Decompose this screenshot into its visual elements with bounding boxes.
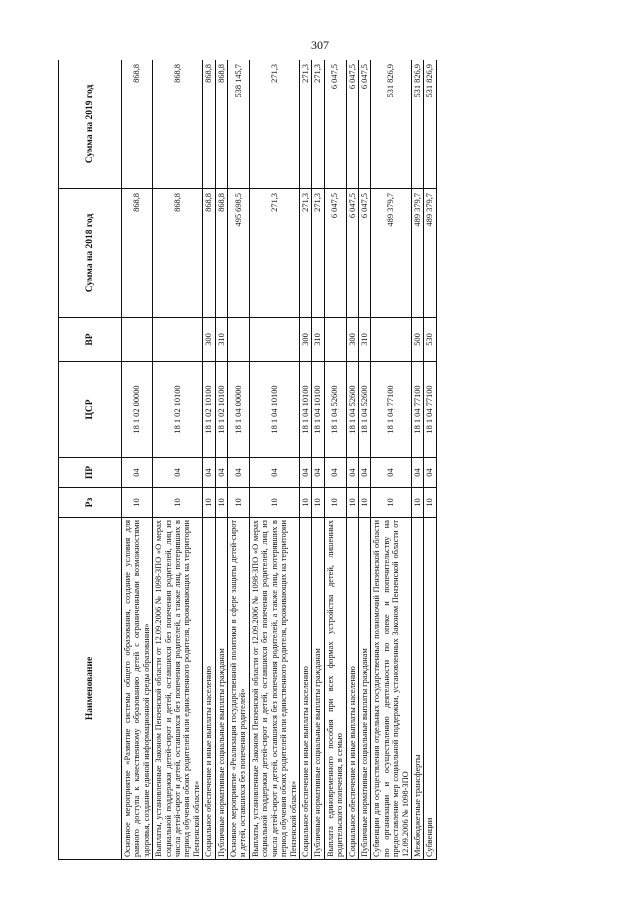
table-row bbox=[228, 60, 250, 860]
cell-vr bbox=[228, 318, 250, 362]
cell-sum-2019: 868,8 bbox=[203, 60, 215, 189]
cell-vr: 530 bbox=[424, 318, 436, 362]
cell-rz: 10 bbox=[424, 488, 436, 518]
cell-sum-2018: 271,3 bbox=[312, 189, 324, 318]
cell-vr: 310 bbox=[312, 318, 324, 362]
cell-vr bbox=[153, 318, 203, 362]
cell-vr bbox=[371, 318, 412, 362]
cell-csr: 18 1 02 10100 bbox=[215, 362, 227, 458]
cell-vr: 300 bbox=[299, 318, 311, 362]
table-row bbox=[215, 60, 227, 860]
cell-csr: 18 1 04 52600 bbox=[358, 362, 370, 458]
cell-rz: 10 bbox=[411, 488, 423, 518]
cell-sum-2018: 6 047,5 bbox=[346, 189, 358, 318]
table-row bbox=[411, 60, 423, 860]
cell-vr bbox=[122, 318, 153, 362]
cell-pr: 04 bbox=[411, 458, 423, 488]
cell-csr: 18 1 04 52600 bbox=[346, 362, 358, 458]
table-row bbox=[122, 60, 153, 860]
cell-sum-2019: 531 826,9 bbox=[424, 60, 436, 189]
cell-csr: 18 1 02 10100 bbox=[153, 362, 203, 458]
cell-pr: 04 bbox=[203, 458, 215, 488]
table-row bbox=[358, 60, 370, 860]
cell-name: Субвенции для осуществления отдельных государственных полномочий Пензенской области по организации и осуществлению деятельности по опеке и попечительству на предоставление мер социальной поддержки, установленных Законом Пензенской области от 12.09.2006 № 1098-ЗПО bbox=[371, 518, 412, 860]
cell-rz: 10 bbox=[299, 488, 311, 518]
cell-sum-2018: 6 047,5 bbox=[324, 189, 346, 318]
header-csr: ЦСР bbox=[59, 362, 122, 458]
cell-rz: 10 bbox=[371, 488, 412, 518]
cell-sum-2019: 271,3 bbox=[249, 60, 299, 189]
table-body bbox=[122, 60, 437, 860]
cell-sum-2019: 868,8 bbox=[122, 60, 153, 189]
cell-sum-2018: 489 379,7 bbox=[424, 189, 436, 318]
cell-sum-2019: 271,3 bbox=[299, 60, 311, 189]
cell-sum-2019: 868,8 bbox=[215, 60, 227, 189]
cell-rz: 10 bbox=[203, 488, 215, 518]
table-row bbox=[203, 60, 215, 860]
cell-pr: 04 bbox=[249, 458, 299, 488]
cell-csr: 18 1 02 00000 bbox=[122, 362, 153, 458]
cell-rz: 10 bbox=[358, 488, 370, 518]
cell-csr: 18 1 04 77100 bbox=[424, 362, 436, 458]
cell-sum-2019: 6 047,5 bbox=[324, 60, 346, 189]
cell-rz: 10 bbox=[153, 488, 203, 518]
table-row bbox=[371, 60, 412, 860]
table-row bbox=[299, 60, 311, 860]
cell-csr: 18 1 04 00000 bbox=[228, 362, 250, 458]
cell-csr: 18 1 04 52600 bbox=[324, 362, 346, 458]
cell-name: Субвенции bbox=[424, 518, 436, 860]
table-row bbox=[312, 60, 324, 860]
table-row bbox=[424, 60, 436, 860]
cell-name: Социальное обеспечение и иные выплаты населению bbox=[299, 518, 311, 860]
cell-csr: 18 1 02 10100 bbox=[203, 362, 215, 458]
cell-csr: 18 1 04 10100 bbox=[312, 362, 324, 458]
cell-sum-2018: 489 379,7 bbox=[411, 189, 423, 318]
cell-name: Социальное обеспечение и иные выплаты населению bbox=[346, 518, 358, 860]
cell-vr: 500 bbox=[411, 318, 423, 362]
rotated-table-frame bbox=[58, 60, 573, 860]
cell-name: Публичные нормативные социальные выплаты гражданам bbox=[312, 518, 324, 860]
cell-name: Выплаты, установленные Законом Пензенской области от 12.09.2006 № 1098-ЗПО «О мерах социальной поддержки детей-сирот и детей, оставшихся без попечения родителей, лиц из числа детей-сирот и детей, оставшихся без попечения родителей, а также лиц, потерявших в период обучения обоих родителей или единственного родителя, проживающих на территории Пензенской области» bbox=[153, 518, 203, 860]
cell-pr: 04 bbox=[346, 458, 358, 488]
cell-sum-2019: 271,3 bbox=[312, 60, 324, 189]
cell-sum-2018: 868,8 bbox=[122, 189, 153, 318]
cell-rz: 10 bbox=[122, 488, 153, 518]
cell-sum-2018: 271,3 bbox=[249, 189, 299, 318]
cell-sum-2019: 531 826,9 bbox=[411, 60, 423, 189]
table-header-row bbox=[59, 60, 122, 860]
table-row bbox=[324, 60, 346, 860]
cell-pr: 04 bbox=[215, 458, 227, 488]
cell-name: Выплаты, установленные Законом Пензенской области от 12.09.2006 № 1098-ЗПО «О мерах социальной поддержки детей-сирот и детей, оставшихся без попечения родителей, лиц из числа детей-сирот и детей, оставшихся без попечения родителей, а также лиц, потерявших в период обучения обоих родителей или единственного родителя, проживающих на территории Пензенской области» bbox=[249, 518, 299, 860]
cell-rz: 10 bbox=[346, 488, 358, 518]
cell-pr: 04 bbox=[312, 458, 324, 488]
cell-vr: 300 bbox=[346, 318, 358, 362]
cell-pr: 04 bbox=[424, 458, 436, 488]
cell-vr bbox=[249, 318, 299, 362]
page-number: 307 bbox=[311, 38, 329, 52]
cell-pr: 04 bbox=[358, 458, 370, 488]
cell-csr: 18 1 04 10100 bbox=[249, 362, 299, 458]
cell-name: Межбюджетные трансферты bbox=[411, 518, 423, 860]
header-pr: ПР bbox=[59, 458, 122, 488]
cell-name: Основное мероприятие «Развитие системы общего образования, создание условия для равного доступа к качественному образованию детей с ограниченными возможностями здоровья, создание единой информационной среды образования» bbox=[122, 518, 153, 860]
cell-sum-2019: 6 047,5 bbox=[358, 60, 370, 189]
rotated-table-container bbox=[58, 60, 573, 860]
cell-name: Публичные нормативные социальные выплаты гражданам bbox=[215, 518, 227, 860]
header-sum-2019: Сумма на 2019 год bbox=[59, 60, 122, 189]
cell-sum-2018: 6 047,5 bbox=[358, 189, 370, 318]
cell-pr: 04 bbox=[324, 458, 346, 488]
table-row bbox=[249, 60, 299, 860]
cell-rz: 10 bbox=[215, 488, 227, 518]
cell-pr: 04 bbox=[153, 458, 203, 488]
header-vr: ВР bbox=[59, 318, 122, 362]
cell-pr: 04 bbox=[228, 458, 250, 488]
table-row bbox=[153, 60, 203, 860]
cell-sum-2018: 495 698,5 bbox=[228, 189, 250, 318]
table-row bbox=[346, 60, 358, 860]
cell-csr: 18 1 04 77100 bbox=[411, 362, 423, 458]
cell-vr: 310 bbox=[358, 318, 370, 362]
header-rz: Рз bbox=[59, 488, 122, 518]
cell-name: Основное мероприятие «Реализация государственной политики в сфере защиты детей-сирот и детей, оставшихся без попечения родителей» bbox=[228, 518, 250, 860]
cell-vr: 310 bbox=[215, 318, 227, 362]
cell-sum-2018: 868,8 bbox=[215, 189, 227, 318]
cell-csr: 18 1 04 77100 bbox=[371, 362, 412, 458]
cell-pr: 04 bbox=[122, 458, 153, 488]
cell-sum-2018: 868,8 bbox=[153, 189, 203, 318]
cell-pr: 04 bbox=[299, 458, 311, 488]
header-sum-2018: Сумма на 2018 год bbox=[59, 189, 122, 318]
cell-rz: 10 bbox=[249, 488, 299, 518]
cell-pr: 04 bbox=[371, 458, 412, 488]
cell-vr: 300 bbox=[203, 318, 215, 362]
cell-rz: 10 bbox=[228, 488, 250, 518]
cell-sum-2019: 868,8 bbox=[153, 60, 203, 189]
cell-sum-2018: 489 379,7 bbox=[371, 189, 412, 318]
cell-rz: 10 bbox=[312, 488, 324, 518]
cell-sum-2018: 271,3 bbox=[299, 189, 311, 318]
cell-name: Публичные нормативные социальные выплаты гражданам bbox=[358, 518, 370, 860]
cell-rz: 10 bbox=[324, 488, 346, 518]
cell-sum-2019: 6 047,5 bbox=[346, 60, 358, 189]
cell-sum-2019: 531 826,9 bbox=[371, 60, 412, 189]
cell-sum-2019: 538 145,7 bbox=[228, 60, 250, 189]
cell-sum-2018: 868,8 bbox=[203, 189, 215, 318]
header-name: Наименование bbox=[59, 518, 122, 860]
cell-csr: 18 1 04 10100 bbox=[299, 362, 311, 458]
cell-name: Социальное обеспечение и иные выплаты населению bbox=[203, 518, 215, 860]
cell-vr bbox=[324, 318, 346, 362]
budget-table bbox=[58, 60, 437, 860]
cell-name: Выплата единовременного пособия при всех формах устройства детей, лишенных родительского попечения, в семью bbox=[324, 518, 346, 860]
